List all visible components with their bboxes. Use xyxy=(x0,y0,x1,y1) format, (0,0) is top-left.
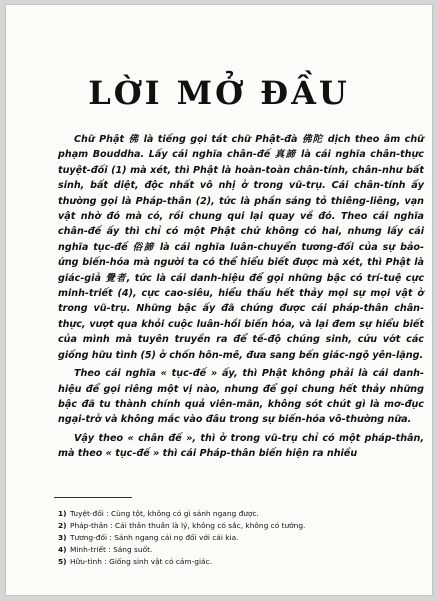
footnote-text: Minh-triết : Sáng suốt. xyxy=(70,545,153,554)
footnote-number: 3) xyxy=(58,533,67,542)
paragraph-2: Theo cái nghĩa « tục-đế » ấy, thì Phật không phải là cái danh-hiệu để gọi riêng một vị nào, nhưng để gọi chung hết thảy những bậc đã tu thành chính quả viên-mãn, không sót chút gì là mơ-đục ngại-trở và không mắc vào đâu trong sự biến-hóa vô-thường nữa. xyxy=(58,368,424,426)
footnote-number: 1) xyxy=(58,509,67,518)
footnote xyxy=(58,532,424,544)
footnote-text: Tương-đối : Sánh ngang cái nọ đối với cái kia. xyxy=(70,533,239,542)
body-text xyxy=(58,132,424,462)
footnote-text: Tuyệt-đối : Cùng tột, không có gì sánh ngang được. xyxy=(70,509,259,518)
footnote xyxy=(58,556,424,568)
footnote-text: Pháp-thân : Cái thân thuần là lý, không có sắc, không có tướng. xyxy=(70,521,306,530)
page-title: LỜI MỞ ĐẦU xyxy=(88,74,350,112)
paragraph-3: Vậy theo « chân đế », thì ở trong vũ-trụ chỉ có một pháp-thân, mà theo « tục-đế » thì cái Pháp-thân biến hiện ra nhiều xyxy=(58,432,424,460)
footnote-number: 4) xyxy=(58,545,67,554)
footnote-divider xyxy=(54,497,132,498)
footnote-number: 5) xyxy=(58,557,67,566)
footnotes xyxy=(58,508,424,568)
footnote-text: Hữu-tình : Giống sinh vật có cảm-giác. xyxy=(70,557,212,566)
footnote-number: 2) xyxy=(58,521,67,530)
footnote xyxy=(58,520,424,532)
footnote xyxy=(58,508,424,520)
footnote xyxy=(58,544,424,556)
paragraph-1: Chữ Phật 佛 là tiếng gọi tắt chữ Phật-đà 佛陀 dịch theo âm chữ phạm Bouddha. Lấy cái nghĩa chân-đế 真諦 là cái nghĩa chân-thực tuyệt-đối (1) mà xét, thì Phật là hoàn-toàn chân-tính, chân-như bất sinh, bất diệt, độc nhất vô nhị ở trong vũ-trụ. Cái chân-tính ấy thường gọi là Pháp-thân (2), tức là phần sáng tỏ thiêng-liêng, vạn vật nhờ đó mà có, rồi chung qui lại quay về đó. Theo cái nghĩa chân-đế ấy thì chỉ có một Phật chứ không có hai, nhưng lấy cái nghĩa tục-đế 俗諦 là cái nghĩa luân-chuyển tương-đối của sự bảo-ứng biến-hóa mà người ta có thể hiểu biết được mà xét, thì Phật là giác-giả 覺者, tức là cái danh-hiệu để gọi những bậc có trí-tuệ cực minh-triết (4), cực cao-siêu, hiểu thấu hết thảy mọi sự mọi vật ở trong vũ-trụ. Những bậc ấy đã chứng được cái pháp-thân chân-thực, vượt qua khỏi cuộc luân-hồi biến hóa, và lại đem sự hiểu biết của mình mà tuyên truyền ra để tế-độ chúng sinh, cứu vớt các giống hữu tình (5) ở chốn hôn-mê, đưa sang bến giác-ngộ yên-lặng. xyxy=(58,134,424,361)
